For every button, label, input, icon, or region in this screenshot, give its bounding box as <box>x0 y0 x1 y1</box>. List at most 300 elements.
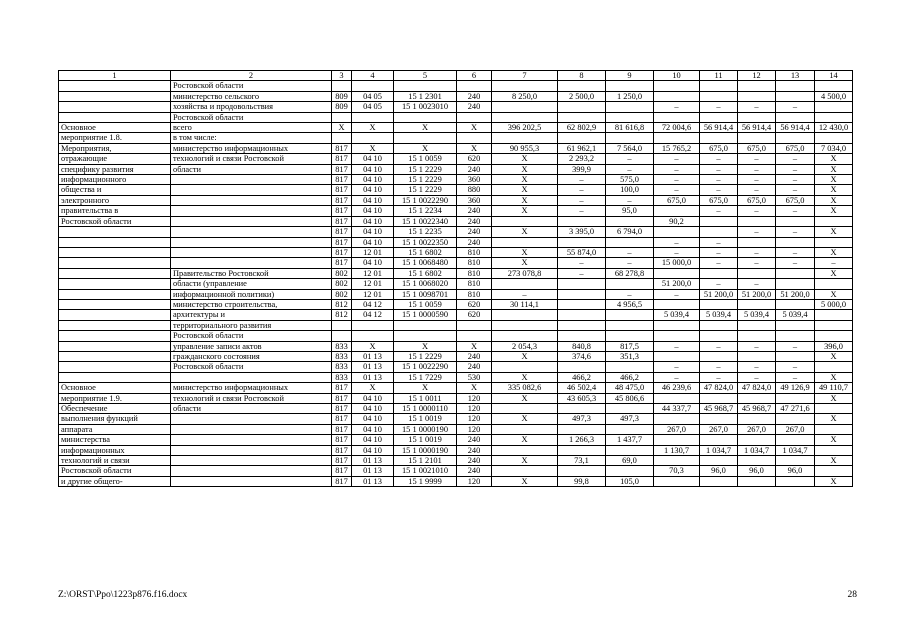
table-cell: 04 10 <box>352 195 394 205</box>
table-cell <box>352 331 394 341</box>
table-cell <box>171 258 332 268</box>
table-cell: 240 <box>457 351 492 361</box>
column-header: 1 <box>59 71 171 81</box>
table-cell: 15 1 0022340 <box>394 216 457 226</box>
table-cell: – <box>606 164 654 174</box>
table-cell: 04 12 <box>352 310 394 320</box>
table-cell: 2 054,3 <box>492 341 558 351</box>
table-cell <box>654 320 700 330</box>
table-cell <box>606 424 654 434</box>
table-cell: 04 10 <box>352 414 394 424</box>
table-cell: 1 130,7 <box>654 445 700 455</box>
table-cell: 802 <box>332 268 352 278</box>
table-cell: – <box>738 341 776 351</box>
table-cell: 15 000,0 <box>654 258 700 268</box>
table-cell <box>654 133 700 143</box>
table-cell: 466,2 <box>606 372 654 382</box>
table-cell: 810 <box>457 289 492 299</box>
table-cell: Ростовской области <box>59 466 171 476</box>
table-cell: – <box>776 362 815 372</box>
table-cell: 04 10 <box>352 435 394 445</box>
table-row <box>59 320 853 330</box>
table-cell: 2 293,2 <box>558 154 606 164</box>
table-cell <box>492 331 558 341</box>
table-cell: 240 <box>457 435 492 445</box>
table-cell <box>171 372 332 382</box>
table-cell <box>776 414 815 424</box>
table-cell <box>171 185 332 195</box>
table-cell: X <box>815 247 853 257</box>
table-cell <box>352 320 394 330</box>
table-cell: X <box>394 143 457 153</box>
table-cell <box>558 331 606 341</box>
table-cell <box>738 133 776 143</box>
table-cell <box>59 279 171 289</box>
table-cell: – <box>738 154 776 164</box>
budget-table <box>58 70 853 487</box>
table-cell: 273 078,8 <box>492 268 558 278</box>
table-cell: – <box>558 258 606 268</box>
table-cell: 360 <box>457 195 492 205</box>
table-cell <box>59 351 171 361</box>
table-cell <box>59 258 171 268</box>
table-row <box>59 445 853 455</box>
table-cell: – <box>776 258 815 268</box>
table-cell: X <box>815 372 853 382</box>
table-cell: 15 1 2234 <box>394 206 457 216</box>
table-cell: 15 1 2229 <box>394 164 457 174</box>
table-cell: 30 114,1 <box>492 299 558 309</box>
table-cell <box>776 393 815 403</box>
table-cell: 240 <box>457 91 492 101</box>
table-cell: области <box>171 164 332 174</box>
table-cell: 15 1 2229 <box>394 185 457 195</box>
table-cell: – <box>700 102 738 112</box>
table-row <box>59 331 853 341</box>
table-cell: 817 <box>332 164 352 174</box>
table-cell: 15 1 0059 <box>394 299 457 309</box>
table-cell: 817 <box>332 195 352 205</box>
table-cell: X <box>815 435 853 445</box>
table-cell <box>776 237 815 247</box>
table-cell: X <box>815 289 853 299</box>
column-header: 3 <box>332 71 352 81</box>
table-cell: 240 <box>457 362 492 372</box>
table-cell: 817 <box>332 258 352 268</box>
table-cell <box>738 476 776 486</box>
table-cell: X <box>457 341 492 351</box>
table-cell: – <box>776 247 815 257</box>
column-header: 5 <box>394 71 457 81</box>
table-cell <box>700 133 738 143</box>
table-cell: 15 1 0011 <box>394 393 457 403</box>
table-row <box>59 247 853 257</box>
table-cell: 833 <box>332 341 352 351</box>
table-cell: 01 13 <box>352 372 394 382</box>
column-header: 2 <box>171 71 332 81</box>
table-cell: 3 395,0 <box>558 227 606 237</box>
table-cell: – <box>606 195 654 205</box>
table-cell: 15 1 2229 <box>394 175 457 185</box>
table-cell: 267,0 <box>776 424 815 434</box>
table-cell: – <box>776 175 815 185</box>
table-cell: 04 10 <box>352 404 394 414</box>
table-cell: министерства <box>59 435 171 445</box>
table-cell <box>654 206 700 216</box>
table-cell: 840,8 <box>558 341 606 351</box>
table-cell <box>700 81 738 91</box>
table-cell: X <box>815 185 853 195</box>
table-cell: Ростовской области <box>171 112 332 122</box>
table-cell: 01 13 <box>352 466 394 476</box>
table-cell: 675,0 <box>700 143 738 153</box>
table-cell <box>815 102 853 112</box>
table-cell <box>171 476 332 486</box>
table-cell: X <box>815 456 853 466</box>
table-row <box>59 424 853 434</box>
table-cell: 810 <box>457 258 492 268</box>
table-cell: 12 01 <box>352 279 394 289</box>
table-cell: 5 039,4 <box>776 310 815 320</box>
table-row <box>59 299 853 309</box>
table-cell: 04 10 <box>352 227 394 237</box>
table-cell: – <box>606 289 654 299</box>
table-cell: – <box>700 154 738 164</box>
table-cell: 399,9 <box>558 164 606 174</box>
table-cell <box>558 102 606 112</box>
table-cell: – <box>738 279 776 289</box>
table-cell: X <box>815 393 853 403</box>
table-cell: и другие общего- <box>59 476 171 486</box>
table-cell: 01 13 <box>352 476 394 486</box>
table-cell: 7 034,0 <box>815 143 853 153</box>
table-row <box>59 175 853 185</box>
table-cell: технологий и связи <box>59 456 171 466</box>
table-cell: 1 266,3 <box>558 435 606 445</box>
table-cell <box>776 320 815 330</box>
table-cell <box>59 81 171 91</box>
table-cell: 01 13 <box>352 362 394 372</box>
table-cell <box>700 456 738 466</box>
table-cell: Правительство Ростовской <box>171 268 332 278</box>
table-cell: 46 502,4 <box>558 383 606 393</box>
table-cell: – <box>700 206 738 216</box>
table-cell <box>606 112 654 122</box>
table-cell: 45 806,6 <box>606 393 654 403</box>
table-cell: 12 01 <box>352 247 394 257</box>
column-header: 6 <box>457 71 492 81</box>
table-cell: Основное <box>59 123 171 133</box>
table-row <box>59 414 853 424</box>
table-cell: – <box>654 164 700 174</box>
table-cell <box>815 466 853 476</box>
table-row <box>59 351 853 361</box>
table-cell: X <box>815 195 853 205</box>
table-cell <box>457 320 492 330</box>
table-cell: Ростовской области <box>171 362 332 372</box>
table-row <box>59 372 853 382</box>
table-cell <box>815 81 853 91</box>
table-row <box>59 362 853 372</box>
table-cell <box>606 320 654 330</box>
table-cell <box>700 91 738 101</box>
table-cell: 817 <box>332 476 352 486</box>
table-cell: 96,0 <box>776 466 815 476</box>
table-cell <box>654 268 700 278</box>
table-cell <box>606 466 654 476</box>
table-cell <box>815 216 853 226</box>
table-row <box>59 143 853 153</box>
table-cell <box>492 81 558 91</box>
table-cell: 817 <box>332 404 352 414</box>
table-cell: Мероприятия, <box>59 143 171 153</box>
table-cell: 240 <box>457 456 492 466</box>
table-cell: – <box>700 175 738 185</box>
table-cell: 817 <box>332 414 352 424</box>
table-row <box>59 289 853 299</box>
table-cell: 04 10 <box>352 216 394 226</box>
table-cell: 351,3 <box>606 351 654 361</box>
table-row <box>59 268 853 278</box>
table-cell: X <box>492 435 558 445</box>
table-cell <box>700 414 738 424</box>
table-cell: X <box>492 351 558 361</box>
table-cell <box>606 237 654 247</box>
table-cell: 817 <box>332 435 352 445</box>
column-header: 13 <box>776 71 815 81</box>
table-cell: 47 824,0 <box>700 383 738 393</box>
table-cell: 880 <box>457 185 492 195</box>
table-cell <box>776 476 815 486</box>
table-cell: X <box>815 268 853 278</box>
table-row <box>59 383 853 393</box>
table-cell <box>654 435 700 445</box>
table-row <box>59 195 853 205</box>
table-cell <box>738 351 776 361</box>
table-cell <box>700 268 738 278</box>
table-cell: 817,5 <box>606 341 654 351</box>
table-cell: 817 <box>332 185 352 195</box>
table-cell: 2 500,0 <box>558 91 606 101</box>
table-cell: – <box>606 258 654 268</box>
table-cell: Ростовской области <box>171 81 332 91</box>
table-cell: X <box>815 175 853 185</box>
table-cell: 15 1 9999 <box>394 476 457 486</box>
table-cell: X <box>332 123 352 133</box>
table-cell <box>558 279 606 289</box>
table-cell <box>492 279 558 289</box>
table-cell: 69,0 <box>606 456 654 466</box>
table-cell: 267,0 <box>654 424 700 434</box>
table-cell <box>776 299 815 309</box>
table-cell <box>492 112 558 122</box>
column-header: 14 <box>815 71 853 81</box>
table-cell: выполнения функций <box>59 414 171 424</box>
table-cell: 12 430,0 <box>815 123 853 133</box>
table-cell <box>59 310 171 320</box>
table-cell: – <box>654 362 700 372</box>
table-cell <box>606 133 654 143</box>
table-cell: 96,0 <box>700 466 738 476</box>
table-cell: 240 <box>457 466 492 476</box>
table-cell: X <box>352 341 394 351</box>
table-cell: 04 05 <box>352 102 394 112</box>
table-cell: 15 1 0023010 <box>394 102 457 112</box>
table-cell <box>606 310 654 320</box>
table-cell: 51 200,0 <box>738 289 776 299</box>
table-row <box>59 102 853 112</box>
table-cell: 99,8 <box>558 476 606 486</box>
table-cell: 497,3 <box>606 414 654 424</box>
table-cell: 72 004,6 <box>654 123 700 133</box>
table-cell: мероприятие 1.9. <box>59 393 171 403</box>
table-cell: 120 <box>457 393 492 403</box>
table-cell: 240 <box>457 237 492 247</box>
table-cell <box>815 320 853 330</box>
table-cell: X <box>394 123 457 133</box>
table-cell: X <box>492 476 558 486</box>
table-cell: – <box>654 341 700 351</box>
table-cell: 675,0 <box>776 195 815 205</box>
table-cell <box>776 133 815 143</box>
table-cell: – <box>700 164 738 174</box>
table-cell <box>654 91 700 101</box>
table-cell: 620 <box>457 310 492 320</box>
table-cell: 15 1 6802 <box>394 268 457 278</box>
table-cell <box>171 227 332 237</box>
table-cell: – <box>738 227 776 237</box>
table-cell: 396 202,5 <box>492 123 558 133</box>
table-cell: X <box>492 154 558 164</box>
table-cell: 809 <box>332 102 352 112</box>
table-cell <box>776 268 815 278</box>
table-cell: министерство сельского <box>171 91 332 101</box>
table-cell: 04 10 <box>352 237 394 247</box>
table-cell: – <box>700 279 738 289</box>
table-cell: X <box>492 456 558 466</box>
table-row <box>59 310 853 320</box>
table-cell <box>492 404 558 414</box>
table-cell: 61 962,1 <box>558 143 606 153</box>
table-cell: Основное <box>59 383 171 393</box>
table-cell: – <box>738 362 776 372</box>
table-cell <box>738 414 776 424</box>
table-cell: X <box>492 372 558 382</box>
table-cell <box>738 299 776 309</box>
table-cell <box>738 320 776 330</box>
table-cell <box>654 112 700 122</box>
table-row <box>59 258 853 268</box>
table-cell: X <box>492 393 558 403</box>
column-header: 12 <box>738 71 776 81</box>
table-cell: X <box>394 383 457 393</box>
table-cell: 15 1 0022350 <box>394 237 457 247</box>
table-cell <box>700 331 738 341</box>
table-cell: 15 1 7229 <box>394 372 457 382</box>
table-cell: в том числе: <box>171 133 332 143</box>
table-cell <box>171 237 332 247</box>
table-row <box>59 341 853 351</box>
table-cell: 56 914,4 <box>738 123 776 133</box>
table-cell: – <box>700 237 738 247</box>
table-cell: 12 01 <box>352 289 394 299</box>
table-cell: 90 955,3 <box>492 143 558 153</box>
table-cell: 04 10 <box>352 154 394 164</box>
table-cell: 15 1 0021010 <box>394 466 457 476</box>
table-cell <box>457 112 492 122</box>
table-cell <box>558 445 606 455</box>
table-cell <box>738 112 776 122</box>
table-cell: – <box>558 268 606 278</box>
table-cell: 7 564,0 <box>606 143 654 153</box>
table-cell <box>654 227 700 237</box>
table-cell <box>558 216 606 226</box>
table-cell <box>776 279 815 289</box>
table-cell <box>558 237 606 247</box>
table-cell <box>59 320 171 330</box>
page-number: 28 <box>847 590 857 600</box>
table-cell: – <box>492 289 558 299</box>
table-cell: 04 10 <box>352 175 394 185</box>
table-cell <box>558 424 606 434</box>
table-cell: 04 10 <box>352 424 394 434</box>
table-cell: 817 <box>332 456 352 466</box>
table-cell <box>815 237 853 247</box>
table-cell: 15 1 2235 <box>394 227 457 237</box>
table-row <box>59 393 853 403</box>
table-cell <box>558 112 606 122</box>
table-cell <box>654 476 700 486</box>
table-cell <box>59 247 171 257</box>
table-cell: – <box>738 258 776 268</box>
table-cell: 6 794,0 <box>606 227 654 237</box>
table-cell <box>352 112 394 122</box>
table-cell <box>59 372 171 382</box>
table-cell: 15 1 0022290 <box>394 362 457 372</box>
table-cell: – <box>776 227 815 237</box>
table-cell: – <box>654 175 700 185</box>
table-cell: территориального развития <box>171 320 332 330</box>
table-cell <box>171 456 332 466</box>
table-cell <box>815 404 853 414</box>
table-cell: 240 <box>457 102 492 112</box>
table-cell <box>738 393 776 403</box>
table-cell: области <box>171 404 332 414</box>
table-cell <box>606 362 654 372</box>
table-cell: X <box>492 414 558 424</box>
table-cell: 100,0 <box>606 185 654 195</box>
table-cell: 396,0 <box>815 341 853 351</box>
table-cell: X <box>815 227 853 237</box>
table-cell: – <box>776 185 815 195</box>
table-row <box>59 216 853 226</box>
table-cell: – <box>738 175 776 185</box>
table-cell: – <box>654 102 700 112</box>
table-cell: 802 <box>332 289 352 299</box>
table-cell <box>738 91 776 101</box>
table-cell: 240 <box>457 164 492 174</box>
table-row <box>59 466 853 476</box>
table-cell: технологий и связи Ростовской <box>171 154 332 164</box>
table-cell <box>776 216 815 226</box>
table-cell: 267,0 <box>700 424 738 434</box>
table-cell <box>654 299 700 309</box>
table-cell: – <box>776 206 815 216</box>
table-cell <box>815 112 853 122</box>
table-cell: 04 12 <box>352 299 394 309</box>
table-cell: всего <box>171 123 332 133</box>
table-cell: 675,0 <box>738 195 776 205</box>
